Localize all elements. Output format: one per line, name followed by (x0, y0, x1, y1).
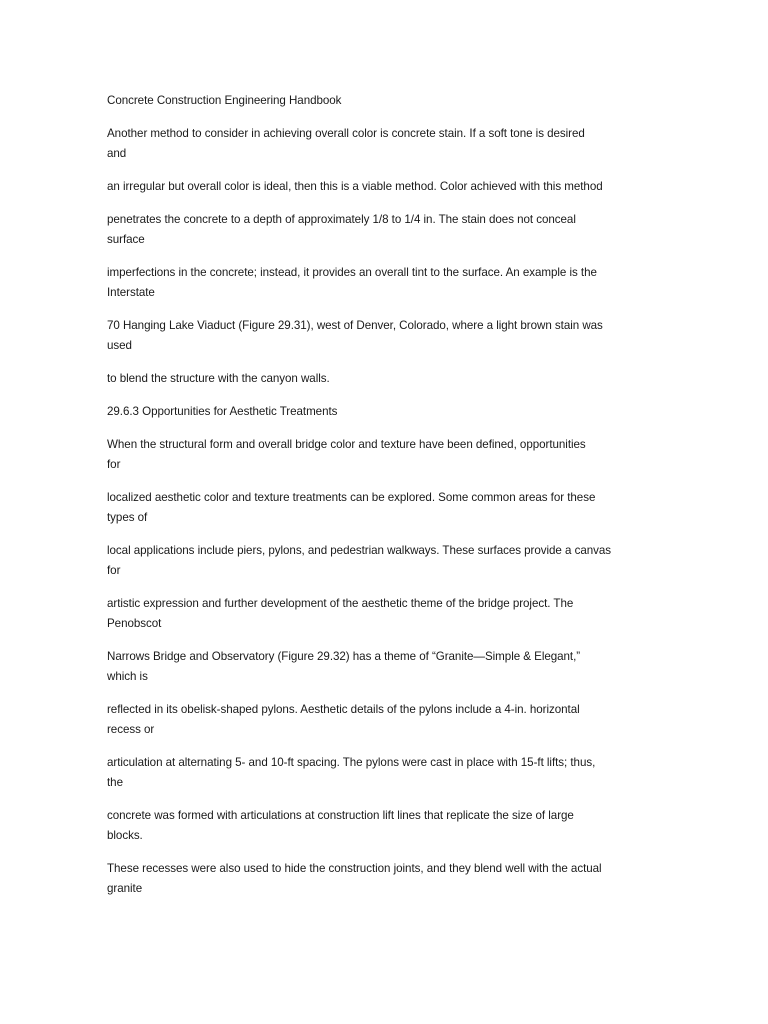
document-page (107, 91, 667, 912)
paragraph (107, 210, 667, 250)
paragraph (107, 753, 667, 793)
text-line: Another method to consider in achieving overall color is concrete stain. If a soft tone is desired (107, 127, 585, 140)
text-line: artistic expression and further development of the aesthetic theme of the bridge project. The (107, 597, 574, 610)
paragraph (107, 859, 667, 899)
text-line: localized aesthetic color and texture treatments can be explored. Some common areas for these (107, 491, 596, 504)
paragraph (107, 488, 667, 528)
text-line: 29.6.3 Opportunities for Aesthetic Treatments (107, 405, 338, 418)
text-line: These recesses were also used to hide the construction joints, and they blend well with the actual (107, 862, 602, 875)
text-line: 70 Hanging Lake Viaduct (Figure 29.31), west of Denver, Colorado, where a light brown stain was (107, 319, 603, 332)
text-line: and (107, 147, 127, 160)
paragraph (107, 541, 667, 581)
text-line: recess or (107, 723, 155, 736)
paragraph (107, 594, 667, 634)
text-line: for (107, 564, 121, 577)
text-line: reflected in its obelisk-shaped pylons. Aesthetic details of the pylons include a 4-in. horizontal (107, 703, 580, 716)
text-line: imperfections in the concrete; instead, it provides an overall tint to the surface. An example is the (107, 266, 597, 279)
text-line: for (107, 458, 121, 471)
text-line: concrete was formed with articulations at construction lift lines that replicate the size of large (107, 809, 574, 822)
text-line: used (107, 339, 132, 352)
text-line: which is (107, 670, 148, 683)
text-line: surface (107, 233, 145, 246)
document-title: Concrete Construction Engineering Handbook (107, 94, 342, 107)
text-line: Penobscot (107, 617, 162, 630)
text-line: When the structural form and overall bridge color and texture have been defined, opportunities (107, 438, 586, 451)
paragraph (107, 700, 667, 740)
paragraph (107, 435, 667, 475)
text-line: blocks. (107, 829, 143, 842)
paragraph (107, 316, 667, 356)
paragraph (107, 647, 667, 687)
paragraph (107, 124, 667, 164)
text-line: the (107, 776, 123, 789)
paragraph (107, 263, 667, 303)
text-line: Interstate (107, 286, 155, 299)
paragraph (107, 806, 667, 846)
text-line: types of (107, 511, 148, 524)
section-heading (107, 402, 667, 422)
text-line: penetrates the concrete to a depth of approximately 1/8 to 1/4 in. The stain does not conceal (107, 213, 576, 226)
text-line: local applications include piers, pylons, and pedestrian walkways. These surfaces provide a canvas (107, 544, 612, 557)
text-line: to blend the structure with the canyon walls. (107, 372, 330, 385)
text-line: an irregular but overall color is ideal, then this is a viable method. Color achieved with this method (107, 180, 603, 193)
paragraph (107, 177, 667, 197)
paragraph (107, 369, 667, 389)
text-line: Narrows Bridge and Observatory (Figure 29.32) has a theme of “Granite—Simple & Elegant,” (107, 650, 581, 663)
text-line: granite (107, 882, 143, 895)
text-line: articulation at alternating 5- and 10-ft spacing. The pylons were cast in place with 15-ft lifts; thus, (107, 756, 596, 769)
